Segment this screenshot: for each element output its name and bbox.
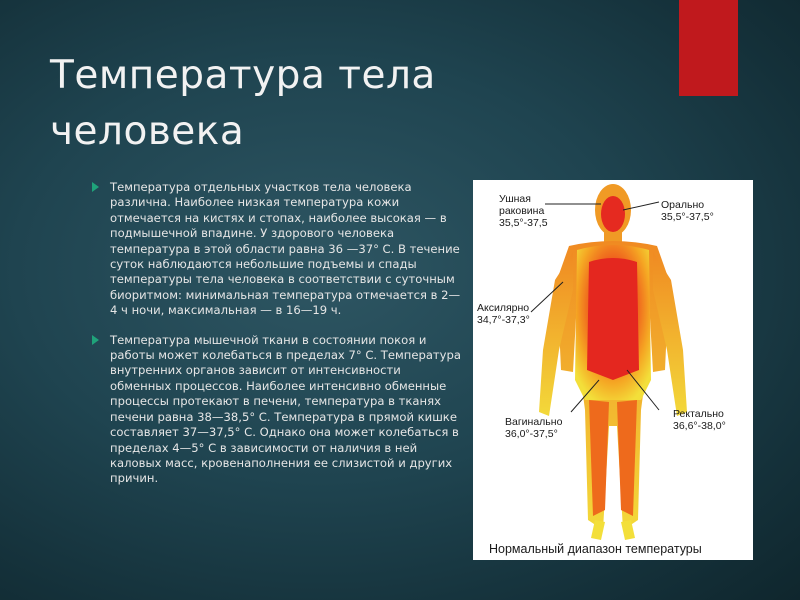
bullet-arrow-icon xyxy=(92,335,99,345)
vaginal-label-text: Вагинально xyxy=(505,416,563,428)
vaginal-label xyxy=(505,416,562,440)
ear-label-line1: Ушная xyxy=(499,193,531,205)
rectal-label xyxy=(673,408,726,432)
body-silhouette xyxy=(539,184,687,540)
red-accent-tab xyxy=(679,0,738,96)
slide-title: Температура тела человека xyxy=(50,53,436,154)
rectal-label-text: Ректально xyxy=(673,408,724,420)
paragraph-1-text: Температура отдельных участков тела человека различна. Наиболее низкая температура кожи отмечается на кистях и стопах, наиболее высокая — в подмышечной впадине. У здорового человека температура в этой области равна 36 —37° С. В течение суток наблюдаются небольшие подъемы и спады температуры тела человека в соответствии с суточным биоритмом: минимальная температура отмечается в 2—4 ч ночи, максимальная — в 16—19 ч. xyxy=(110,180,461,318)
body-text xyxy=(92,180,462,501)
rectal-value: 36,6°-38,0° xyxy=(673,420,726,432)
body-temperature-figure xyxy=(473,180,753,560)
paragraph-1 xyxy=(92,180,462,319)
oral-label-text: Орально xyxy=(661,199,705,211)
ear-label-line2: раковина xyxy=(499,205,545,217)
ear-label xyxy=(499,193,548,229)
vaginal-value: 36,0°-37,5° xyxy=(505,428,558,440)
ear-value: 35,5°-37,5 xyxy=(499,217,548,229)
body-heatmap-illustration xyxy=(473,180,753,560)
axillary-value: 34,7°-37,3° xyxy=(477,314,530,326)
figure-caption: Нормальный диапазон температуры xyxy=(489,542,702,556)
paragraph-2 xyxy=(92,333,462,487)
oral-value: 35,5°-37,5° xyxy=(661,211,714,223)
axillary-label xyxy=(477,302,530,326)
paragraph-2-text: Температура мышечной ткани в состоянии покоя и работы может колебаться в пределах 7° С. Температура внутренних органов зависит от интенсивности обменных процессов. Наиболее интенсивно обменные процессы протекают в печени, температура в тканях печени равна 38—38,5° С. Температура в прямой кишке составляет 37—37,5° С. Однако она может колебаться в пределах 4—5° С в зависимости от наличия в ней каловых масс, кровенаполнения ее слизистой и других причин. xyxy=(110,332,462,486)
bullet-arrow-icon xyxy=(92,182,99,192)
axillary-label-text: Аксилярно xyxy=(477,302,530,314)
oral-label xyxy=(661,199,714,223)
